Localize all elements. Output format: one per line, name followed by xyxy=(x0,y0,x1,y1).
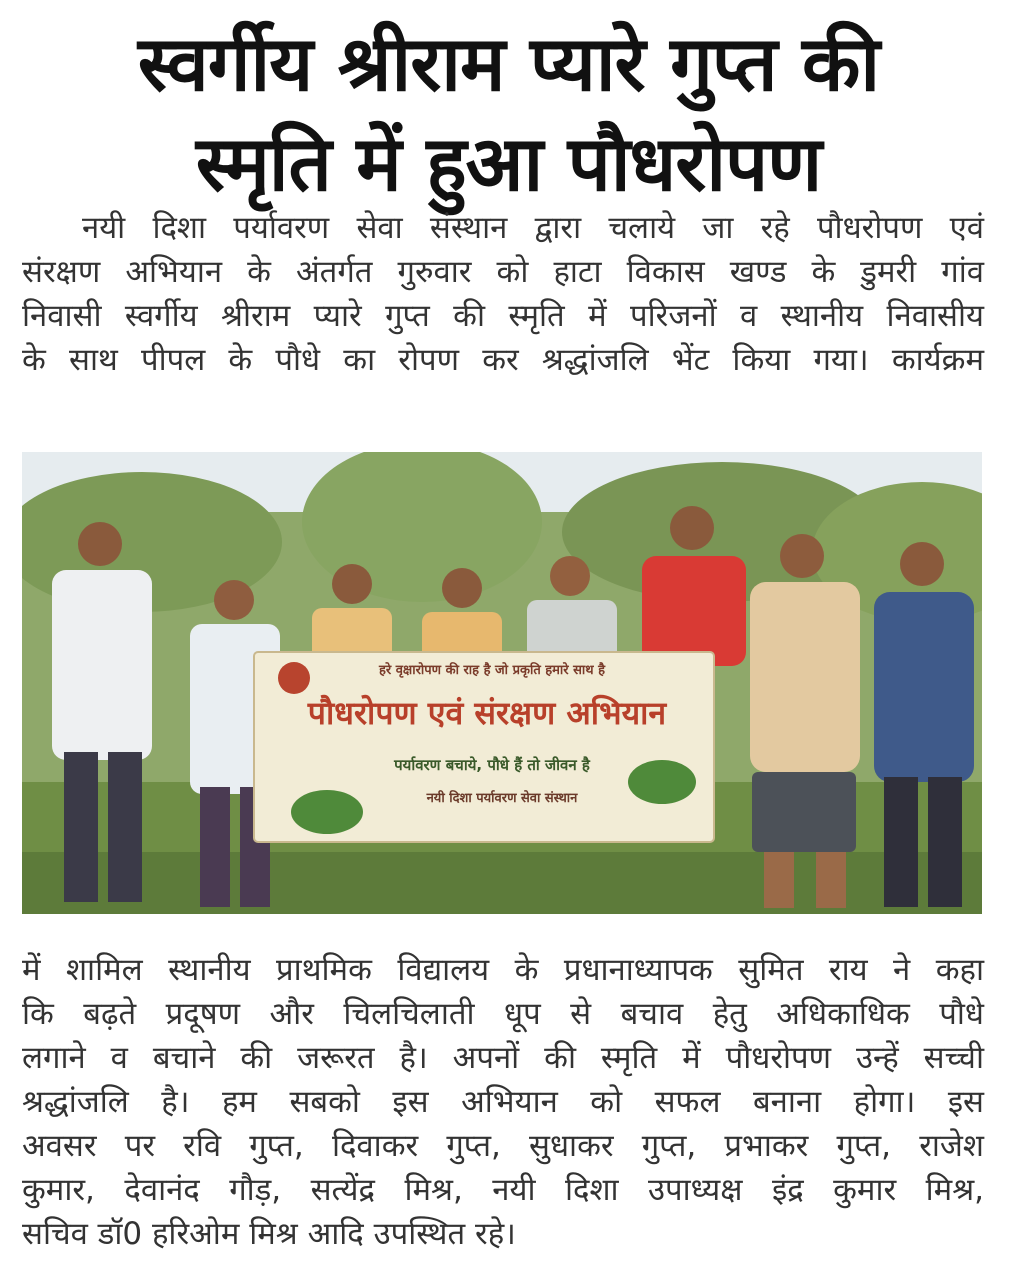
banner-org: नयी दिशा पर्यावरण सेवा संस्थान xyxy=(426,791,578,806)
paragraph-line: सचिव डॉ0 हरिओम मिश्र आदि उपस्थित रहे। xyxy=(22,1216,516,1252)
campaign-banner xyxy=(254,652,714,842)
headline-line-2: स्मृति में हुआ पौधरोपण xyxy=(195,119,822,208)
banner-slogan: पर्यावरण बचाये, पौधे हैं तो जीवन है xyxy=(394,756,590,774)
article-paragraph-1 xyxy=(22,206,984,382)
paragraph-line: नयी दिशा पर्यावरण सेवा संस्थान द्वारा चलाये जा रहे पौधरोपण एवं xyxy=(82,210,984,246)
headline-line-1: स्वर्गीय श्रीराम प्यारे गुप्त की xyxy=(137,19,880,108)
banner-tree-icon xyxy=(291,790,363,834)
banner-tree-icon xyxy=(628,760,696,804)
banner-title: पौधरोपण एवं संरक्षण अभियान xyxy=(307,694,667,732)
headline xyxy=(0,14,1017,214)
paragraph-line: अवसर पर रवि गुप्त, दिवाकर गुप्त, सुधाकर गुप्त, प्रभाकर गुप्त, राजेश xyxy=(22,1128,984,1164)
paragraph-line: श्रद्धांजलि है। हम सबको इस अभियान को सफल बनाना होगा। इस xyxy=(22,1084,984,1120)
paragraph-line: के साथ पीपल के पौधे का रोपण कर श्रद्धांजलि भेंट किया गया। कार्यक्रम xyxy=(22,342,984,378)
banner-logo xyxy=(278,662,310,694)
news-photo xyxy=(22,452,982,914)
banner-top-text: हरे वृक्षारोपण की राह है जो प्रकृति हमारे साथ है xyxy=(378,663,606,678)
paragraph-line: निवासी स्वर्गीय श्रीराम प्यारे गुप्त की स्मृति में परिजनों व स्थानीय निवासीय xyxy=(22,298,984,334)
paragraph-line: कि बढ़ते प्रदूषण और चिलचिलाती धूप से बचाव हेतु अधिकाधिक पौधे xyxy=(22,996,984,1032)
article-paragraph-2 xyxy=(22,948,984,1256)
photo-illustration xyxy=(22,452,982,914)
paragraph-line: लगाने व बचाने की जरूरत है। अपनों की स्मृति में पौधरोपण उन्हें सच्ची xyxy=(22,1040,984,1076)
paragraph-line: कुमार, देवानंद गौड़, सत्येंद्र मिश्र, नयी दिशा उपाध्यक्ष इंद्र कुमार मिश्र, xyxy=(22,1172,984,1208)
paragraph-line: में शामिल स्थानीय प्राथमिक विद्यालय के प्रधानाध्यापक सुमित राय ने कहा xyxy=(22,952,984,988)
person-7 xyxy=(750,534,860,908)
paragraph-line: संरक्षण अभियान के अंतर्गत गुरुवार को हाटा विकास खण्ड के डुमरी गांव xyxy=(22,254,984,290)
